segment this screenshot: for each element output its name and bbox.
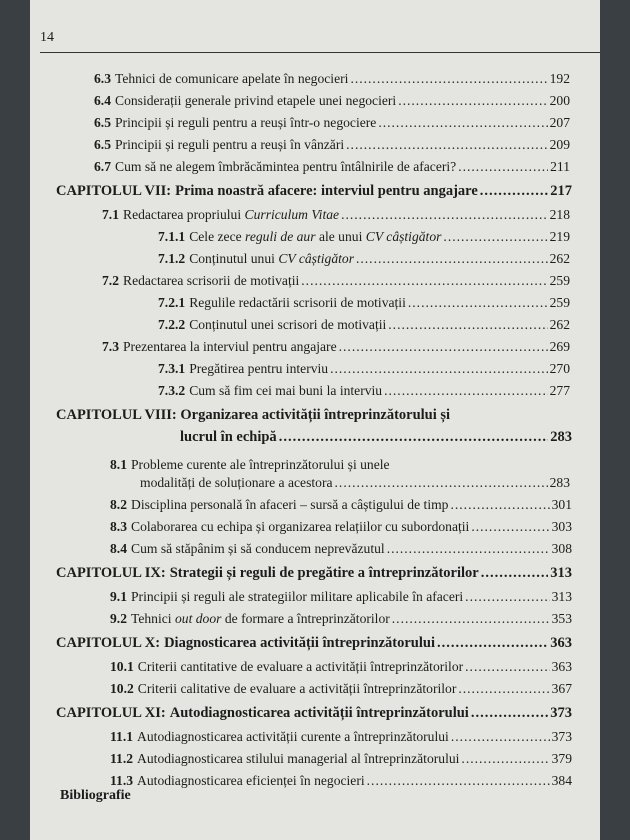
leader-dots [392,610,550,628]
entry-page: 308 [551,541,572,556]
entry-number: 8.2 [110,497,127,512]
leader-dots [356,250,548,268]
entry-number: 11.1 [110,729,134,744]
entry-number: 6.5 [94,137,111,152]
toc-entry [158,382,570,400]
entry-page: 269 [549,339,570,354]
leader-dots [335,474,548,492]
chapter-title: Prima noastră afacere: interviul pentru angajare [175,183,478,199]
entry-page: 367 [551,681,572,696]
entry-title: Redactarea propriului [123,207,242,222]
leader-dots [330,360,548,378]
leader-dots [458,680,549,698]
entry-title-line2: modalități de soluționare a acestora [140,475,333,490]
leader-dots [471,704,548,722]
entry-title: Criterii calitative de evaluare a activității întreprinzătorilor [137,681,457,696]
entry-number: 9.1 [110,589,127,604]
entry-title: Probleme curente ale întreprinzătorului și unele [131,457,390,472]
leader-dots [461,750,549,768]
toc-entry [158,294,570,312]
entry-page: 219 [549,229,570,244]
toc-entry [110,610,572,628]
toc-entry [158,360,570,378]
chapter-title-line2: lucrul în echipă [180,429,277,445]
entry-number: 7.1.1 [158,229,186,244]
toc-entry-continuation [140,474,570,492]
entry-title: Cum să fim cei mai buni la interviu [189,383,383,398]
entry-number: 7.2 [102,273,119,288]
toc-entry [158,316,570,334]
chapter-title: Diagnosticarea activității întreprinzătorului [164,635,435,651]
entry-number: 9.2 [110,611,127,626]
entry-page: 262 [549,251,570,266]
chapter-number: CAPITOLUL XI: [56,705,166,721]
entry-title: Autodiagnosticarea eficienței în negocieri [137,773,365,788]
toc-entry [102,206,570,224]
entry-page: 379 [551,751,572,766]
toc-entry [110,750,572,768]
entry-title: Conținutul unui [189,251,275,266]
entry-title-rest: de formare a întreprinzătorilor [224,611,390,626]
entry-title-italic: CV câștigător [278,251,354,266]
entry-page: 373 [551,729,572,744]
leader-dots [341,206,548,224]
entry-title: Disciplina personală în afaceri – sursă a câștigului de timp [131,497,449,512]
toc-entry [110,518,572,536]
toc-chapter [56,182,572,200]
chapter-number: CAPITOLUL VII: [56,183,172,199]
entry-number: 7.3.1 [158,361,186,376]
leader-dots [367,772,550,790]
entry-title: Tehnici [131,611,172,626]
entry-page: 303 [551,519,572,534]
toc-entry [94,158,570,176]
toc-entry [158,250,570,268]
toc-entry [110,658,572,676]
entry-page: 353 [551,611,572,626]
entry-page: 262 [549,317,570,332]
toc-entry [94,136,570,154]
toc-entry [110,728,572,746]
entry-title-italic: reguli de aur [245,229,316,244]
toc-entry [102,272,570,290]
entry-title-rest: ale unui [318,229,363,244]
entry-title: Principii și reguli pentru a reuși în vânzări [115,137,345,152]
entry-number: 7.2.2 [158,317,186,332]
toc-entry [110,680,572,698]
leader-dots [398,92,547,110]
entry-number: 8.4 [110,541,127,556]
toc-entry [158,228,570,246]
leader-dots [443,228,547,246]
toc-entry [110,588,572,606]
entry-page: 301 [551,497,572,512]
entry-number: 7.1.2 [158,251,186,266]
leader-dots [450,496,549,514]
entry-title: Regulile redactării scrisorii de motivații [189,295,406,310]
leader-dots [388,316,547,334]
entry-number: 11.3 [110,773,134,788]
entry-page: 283 [549,475,570,490]
entry-title: Colaborarea cu echipa și organizarea relațiilor cu subordonații [131,519,470,534]
entry-title-italic: out door [174,611,222,626]
leader-dots [465,658,549,676]
page-number: 14 [40,30,54,45]
leader-dots [480,182,548,200]
entry-title-italic-2: CV câștigător [365,229,442,244]
entry-title: Pregătirea pentru interviu [189,361,329,376]
entry-page: 192 [549,71,570,86]
entry-page: 277 [549,383,570,398]
entry-page: 209 [549,137,570,152]
chapter-page: 363 [550,635,572,651]
entry-page: 211 [550,159,570,174]
leader-dots [481,564,549,582]
toc-entry [110,496,572,514]
entry-number: 8.1 [110,457,127,472]
toc-chapter [56,634,572,652]
entry-page: 270 [549,361,570,376]
chapter-page: 373 [550,705,572,721]
toc-entry [110,772,572,790]
entry-number: 10.2 [110,681,134,696]
leader-dots [471,518,549,536]
entry-title: Conținutul unei scrisori de motivații [189,317,387,332]
chapter-title: Strategii și reguli de pregătire a întreprinzătorilor [169,565,479,581]
entry-page: 200 [549,93,570,108]
leader-dots [346,136,547,154]
entry-page: 313 [551,589,572,604]
toc-entry [110,540,572,558]
entry-title-italic: Curriculum Vitae [244,207,340,222]
leader-dots [387,540,550,558]
toc-chapter [56,704,572,722]
leader-dots [408,294,548,312]
entry-number: 7.1 [102,207,119,222]
entry-title: Criterii cantitative de evaluare a activității întreprinzătorilor [137,659,464,674]
entry-number: 10.1 [110,659,134,674]
entry-page: 218 [549,207,570,222]
entry-title: Cum să stăpânim și să conducem neprevăzutul [131,541,385,556]
entry-number: 6.4 [94,93,111,108]
toc-entry [94,92,570,110]
chapter-page: 283 [550,429,572,445]
entry-number: 11.2 [110,751,134,766]
bibliography-heading: Bibliografie [60,788,131,803]
entry-title: Redactarea scrisorii de motivații [123,273,300,288]
leader-dots [465,588,549,606]
entry-number: 6.7 [94,159,111,174]
entry-title: Prezentarea la interviul pentru angajare [123,339,337,354]
chapter-number: CAPITOLUL X: [56,635,161,651]
entry-number: 7.3 [102,339,119,354]
chapter-title: Autodiagnosticarea activității întreprinzătorului [169,705,469,721]
entry-page: 363 [551,659,572,674]
toc-chapter [56,406,450,424]
leader-dots [458,158,548,176]
entry-page: 259 [549,273,570,288]
leader-dots [279,428,549,446]
entry-number: 7.3.2 [158,383,186,398]
header-rule [40,52,600,53]
chapter-number: CAPITOLUL VIII: [56,407,177,423]
entry-title: Considerații generale privind etapele unei negocieri [115,93,397,108]
toc-chapter [56,564,572,582]
entry-title: Cum să ne alegem îmbrăcămintea pentru întâlnirile de afaceri? [115,159,457,174]
leader-dots [339,338,548,356]
leader-dots [451,728,550,746]
toc-entry [110,456,570,474]
entry-page: 259 [549,295,570,310]
entry-title: Principii și reguli pentru a reuși într-o negociere [115,115,377,130]
leader-dots [378,114,547,132]
entry-title: Principii și reguli ale strategiilor militare aplicabile în afaceri [131,589,464,604]
entry-title: Autodiagnosticarea activității curente a întreprinzătorului [137,729,449,744]
entry-title: Autodiagnosticarea stilului managerial al întreprinzătorului [137,751,460,766]
entry-title: Cele zece [189,229,242,244]
toc-entry [94,114,570,132]
chapter-page: 217 [550,183,572,199]
entry-number: 6.3 [94,71,111,86]
leader-dots [301,272,547,290]
entry-page: 207 [549,115,570,130]
chapter-number: CAPITOLUL IX: [56,565,166,581]
entry-number: 8.3 [110,519,127,534]
leader-dots [437,634,548,652]
leader-dots [350,70,547,88]
entry-page: 384 [551,773,572,788]
chapter-title: Organizarea activității întreprinzătorului și [180,407,451,423]
toc-chapter-continuation [180,428,572,446]
book-page [30,0,600,840]
toc-entry [102,338,570,356]
leader-dots [384,382,548,400]
entry-number: 6.5 [94,115,111,130]
entry-title: Tehnici de comunicare apelate în negocieri [115,71,349,86]
chapter-page: 313 [550,565,572,581]
toc-entry [94,70,570,88]
entry-number: 7.2.1 [158,295,186,310]
